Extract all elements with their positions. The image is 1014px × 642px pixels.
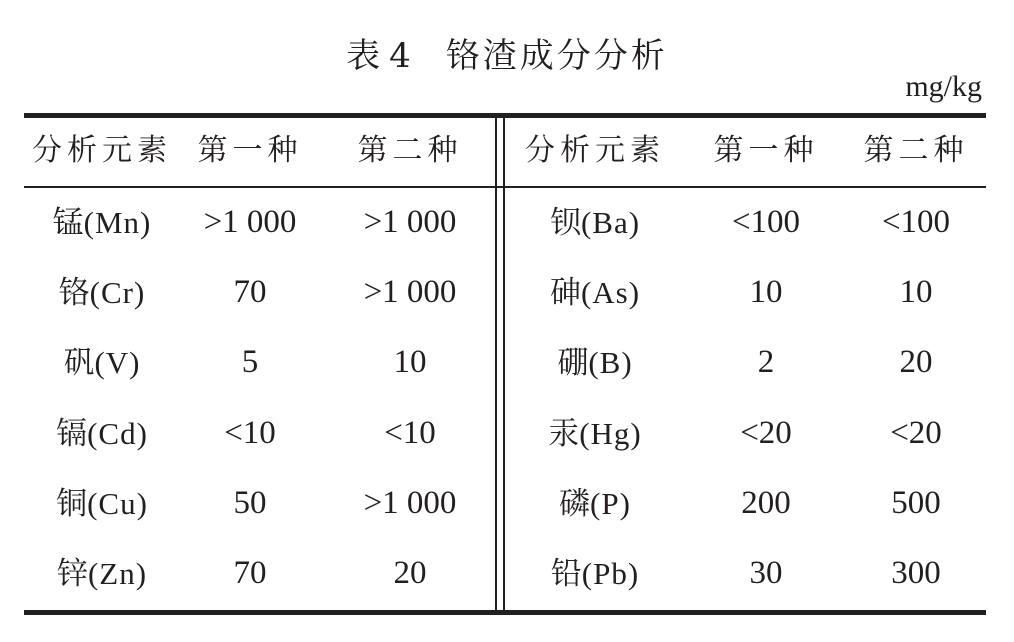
element-name: 锌	[56, 556, 88, 592]
right-row-3-second: <20	[890, 415, 942, 451]
right-row-2-second: 20	[899, 344, 933, 380]
left-row-0-element	[22, 207, 182, 239]
element-name: 铅	[550, 556, 582, 592]
element-symbol: (As)	[580, 275, 641, 310]
element-symbol: (V)	[94, 345, 141, 380]
top-rule	[24, 113, 986, 118]
right-header-2: 第二种	[863, 133, 969, 168]
right-row-1-second: 10	[899, 274, 933, 310]
right-row-0-element	[515, 207, 675, 239]
element-name: 钡	[549, 205, 581, 241]
right-header-1: 第一种	[713, 133, 819, 168]
element-symbol: (Mn)	[83, 205, 152, 240]
right-row-5-first: 30	[749, 555, 783, 591]
element-symbol: (Cu)	[87, 486, 148, 521]
left-row-4-element	[22, 488, 182, 520]
table-title-label: 表	[346, 36, 382, 76]
element-name: 磷	[559, 486, 591, 522]
right-row-4-second: 500	[891, 485, 941, 521]
left-row-4-second: >1 000	[363, 485, 457, 521]
right-row-4-element	[515, 488, 675, 520]
left-row-2-second: 10	[393, 344, 427, 380]
left-row-0-first: >1 000	[203, 204, 297, 240]
left-header-0: 分析元素	[32, 133, 172, 168]
element-name: 砷	[549, 275, 581, 311]
left-row-3-element	[22, 418, 182, 450]
right-row-1-element	[515, 277, 675, 309]
left-row-5-second: 20	[393, 555, 427, 591]
element-symbol: (Zn)	[87, 556, 148, 591]
right-header-0: 分析元素	[525, 133, 665, 168]
table-title	[0, 28, 1014, 77]
right-row-2-first: 2	[757, 344, 775, 380]
left-row-5-first: 70	[233, 555, 267, 591]
element-symbol: (Pb)	[581, 556, 640, 591]
left-row-3-first: <10	[224, 415, 276, 451]
right-row-1-first: 10	[749, 274, 783, 310]
right-row-5-element	[515, 558, 675, 590]
left-header-2: 第二种	[357, 133, 463, 168]
unit-label: mg/kg	[905, 70, 982, 103]
left-row-3-second: <10	[384, 415, 436, 451]
right-row-4-first: 200	[741, 485, 791, 521]
table-title-name: 铬渣成分分析	[445, 36, 668, 76]
left-row-2-element	[22, 347, 182, 379]
element-name: 锰	[52, 205, 84, 241]
right-row-3-first: <20	[740, 415, 792, 451]
column-separator-left	[495, 118, 497, 610]
element-symbol: (Cr)	[89, 275, 146, 310]
element-symbol: (B)	[588, 345, 633, 380]
left-row-0-second: >1 000	[363, 204, 457, 240]
element-name: 矾	[63, 345, 95, 381]
right-row-2-element	[515, 347, 675, 379]
right-row-3-element	[515, 418, 675, 450]
left-row-2-first: 5	[241, 344, 259, 380]
header-rule	[24, 186, 986, 188]
element-symbol: (Hg)	[579, 416, 642, 451]
left-header-1: 第一种	[197, 133, 303, 168]
left-row-4-first: 50	[233, 485, 267, 521]
element-symbol: (P)	[590, 486, 631, 521]
element-symbol: (Cd)	[87, 416, 148, 451]
element-name: 汞	[548, 416, 580, 452]
left-row-1-first: 70	[233, 274, 267, 310]
left-row-5-element	[22, 558, 182, 590]
column-separator-right	[503, 118, 505, 610]
element-symbol: (Ba)	[580, 205, 641, 240]
left-row-1-second: >1 000	[363, 274, 457, 310]
element-name: 铬	[58, 275, 90, 311]
right-row-0-second: <100	[881, 204, 951, 240]
table-title-number: 4	[389, 36, 412, 76]
right-row-0-first: <100	[731, 204, 801, 240]
element-name: 硼	[557, 345, 589, 381]
element-name: 镉	[56, 416, 88, 452]
left-row-1-element	[22, 277, 182, 309]
right-row-5-second: 300	[891, 555, 941, 591]
bottom-rule	[24, 610, 986, 615]
element-name: 铜	[56, 486, 88, 522]
